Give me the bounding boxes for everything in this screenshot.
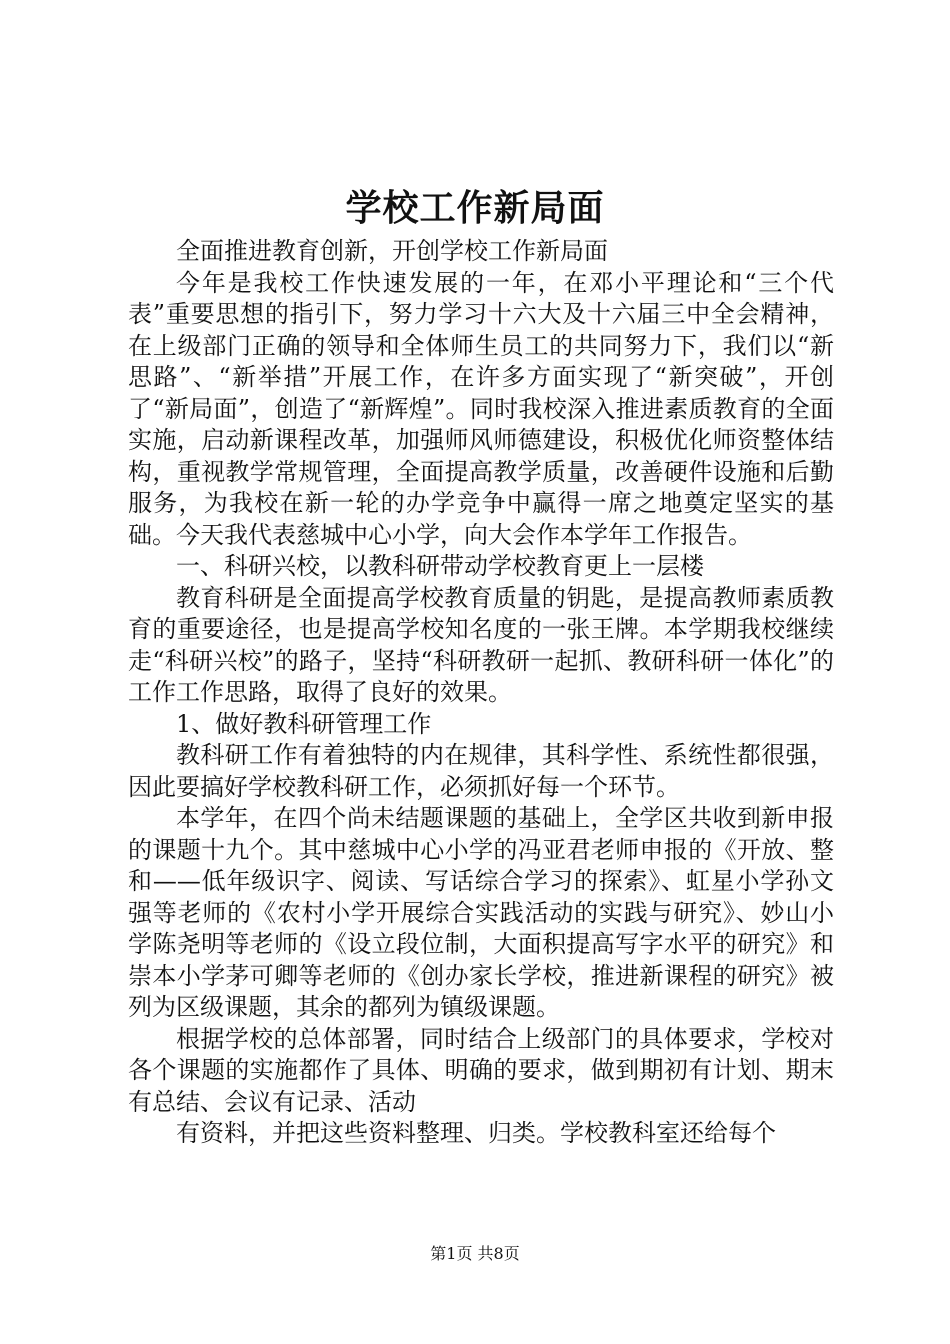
intro-paragraph: 今年是我校工作快速发展的一年，在邓小平理论和“三个代表”重要思想的指引下，努力学习十六大及十六届三中全会精神，在上级部门正确的领导和全体师生员工的共同努力下，我们以“新思路”、“新举措”开展工作，在许多方面实现了“新突破”，开创了“新局面”，创造了“新辉煌”。同时我校深入推进素质教育的全面实施，启动新课程改革，加强师风师德建设，积极优化师资整体结构，重视教学常规管理，全面提高教学质量，改善硬件设施和后勤服务，为我校在新一轮的办学竞争中赢得一席之地奠定坚实的基础。今天我代表慈城中心小学，向大会作本学年工作报告。 bbox=[128, 268, 834, 549]
section-heading-1: 一、科研兴校，以教科研带动学校教育更上一层楼 bbox=[176, 552, 704, 580]
subsection-heading-1: 1、做好教科研管理工作 bbox=[176, 709, 432, 738]
document-title: 学校工作新局面 bbox=[345, 187, 605, 229]
body-paragraph: 教育科研是全面提高学校教育质量的钥匙，是提高教师素质教育的重要途径，也是提高学校知名度的一张王牌。本学期我校继续走“科研兴校”的路子，坚持“科研教研一起抓、教研科研一体化”的工作工作思路，取得了良好的效果。 bbox=[128, 583, 834, 706]
body-paragraph: 本学年，在四个尚未结题课题的基础上，全学区共收到新申报的课题十九个。其中慈城中心小学的冯亚君老师申报的《开放、整和——低年级识字、阅读、写话综合学习的探索》、虹星小学孙文强等老师的《农村小学开展综合实践活动的实践与研究》、妙山小学陈尧明等老师的《设立段位制，大面积提高写字水平的研究》和崇本小学茅可卿等老师的《创办家长学校，推进新课程的研究》被列为区级课题，其余的都列为镇级课题。 bbox=[128, 804, 834, 1021]
page-footer: 第1页 共8页 bbox=[430, 1244, 520, 1263]
subtitle-paragraph: 全面推进教育创新，开创学校工作新局面 bbox=[176, 237, 608, 265]
body-paragraph: 根据学校的总体部署，同时结合上级部门的具体要求，学校对各个课题的实施都作了具体、明确的要求，做到期初有计划、期末有总结、会议有记录、活动 bbox=[128, 1024, 834, 1116]
document-body bbox=[128, 236, 834, 1150]
body-paragraph: 教科研工作有着独特的内在规律，其科学性、系统性都很强，因此要搞好学校教科研工作，必须抓好每一个环节。 bbox=[128, 741, 834, 801]
body-paragraph: 有资料，并把这些资料整理、归类。学校教科室还给每个 bbox=[176, 1119, 776, 1147]
